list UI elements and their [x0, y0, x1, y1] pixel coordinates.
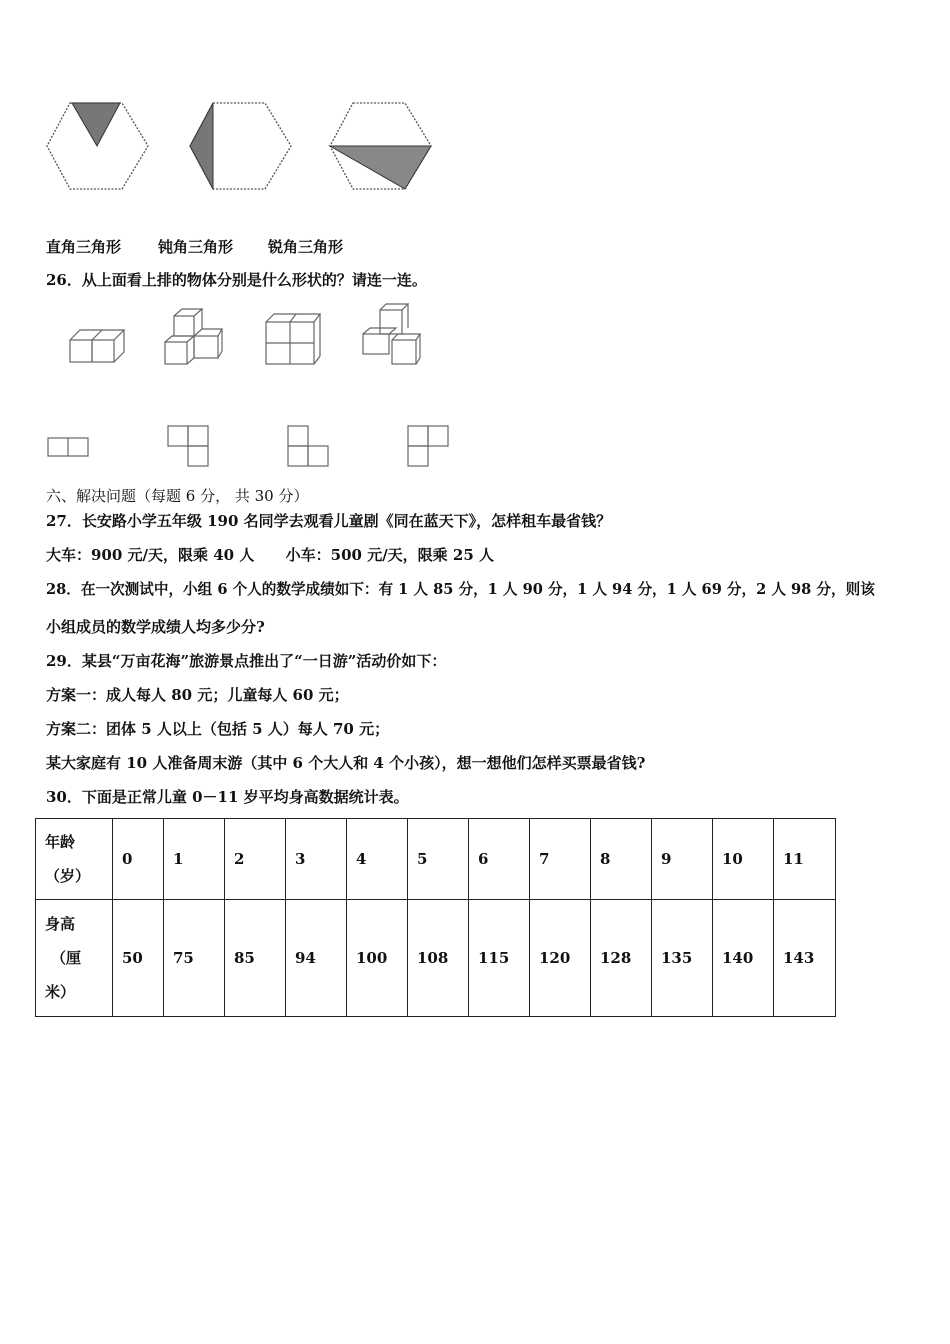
q29-question: 某大家庭有 10 人准备周末游（其中 6 个大人和 4 个小孩），想一想他们怎样买票最省钱? [46, 754, 646, 772]
height-label-line2: （厘 [51, 949, 82, 967]
age-cell: 9 [652, 819, 713, 900]
height-cell: 50 [113, 900, 164, 1017]
age-cell: 2 [225, 819, 286, 900]
height-cell: 108 [408, 900, 469, 1017]
q29-plan2: 方案二：团体 5 人以上（包括 5 人）每人 70 元； [46, 720, 390, 738]
q26-text: 26．从上面看上排的物体分别是什么形状的？请连一连。 [46, 271, 427, 289]
hexagon-right-triangle [40, 96, 155, 196]
q27-text: 27．长安路小学五年级 190 名同学去观看儿童剧《同在蓝天下》，怎样租车最省钱？ [46, 512, 612, 530]
age-cell: 8 [591, 819, 652, 900]
hexagon-acute-triangle [323, 96, 438, 196]
age-cell: 0 [113, 819, 164, 900]
height-cell: 115 [469, 900, 530, 1017]
caption-right-triangle: 直角三角形 [46, 238, 122, 256]
height-cell: 128 [591, 900, 652, 1017]
q29-text: 29．某县“万亩花海”旅游景点推出了“一日游”活动价如下： [46, 652, 447, 670]
q28-line2: 小组成员的数学成绩人均多少分? [46, 618, 265, 636]
age-cell: 10 [713, 819, 774, 900]
q28-line1: 28．在一次测试中，小组 6 个人的数学成绩如下：有 1 人 85 分，1 人 90 分，1 人 94 分，1 人 69 分，2 人 98 分，则该 [46, 581, 875, 598]
age-cell: 11 [774, 819, 836, 900]
height-cell: 140 [713, 900, 774, 1017]
age-header [36, 819, 113, 900]
age-cell: 3 [286, 819, 347, 900]
age-cell: 1 [164, 819, 225, 900]
cube-stack-1 [66, 322, 126, 367]
age-cell: 7 [530, 819, 591, 900]
hexagon-obtuse-triangle [183, 96, 298, 196]
height-row [36, 900, 836, 1017]
age-cell: 6 [469, 819, 530, 900]
height-cell: 135 [652, 900, 713, 1017]
cube-stack-2 [160, 306, 226, 370]
age-row [36, 819, 836, 900]
q30-text: 30．下面是正常儿童 0－11 岁平均身高数据统计表。 [46, 788, 409, 806]
cube-stack-4 [356, 300, 426, 370]
height-cell: 85 [225, 900, 286, 1017]
cube-stack-3 [262, 310, 324, 368]
q27-options: 大车：900 元/天，限乘 40 人 小车：500 元/天，限乘 25 人 [46, 546, 494, 564]
view-4 [406, 424, 452, 470]
q29-plan1: 方案一：成人每人 80 元；儿童每人 60 元； [46, 686, 349, 704]
height-label-line3: 米） [45, 983, 76, 1001]
height-header [36, 900, 113, 1017]
section-6-heading: 六、解决问题（每题 6 分， 共 30 分） [46, 487, 309, 505]
view-3 [286, 424, 332, 470]
view-2 [166, 424, 212, 470]
age-label-line2: （岁） [45, 867, 91, 885]
height-cell: 94 [286, 900, 347, 1017]
age-label-line1: 年龄 [45, 833, 76, 851]
height-label-line1: 身高 [45, 915, 76, 933]
age-cell: 5 [408, 819, 469, 900]
height-cell: 120 [530, 900, 591, 1017]
height-cell: 100 [347, 900, 408, 1017]
view-1 [46, 436, 92, 460]
caption-obtuse-triangle: 钝角三角形 [158, 238, 234, 256]
height-table [35, 818, 836, 1017]
height-cell: 143 [774, 900, 836, 1017]
caption-acute-triangle: 锐角三角形 [268, 238, 344, 256]
height-cell: 75 [164, 900, 225, 1017]
age-cell: 4 [347, 819, 408, 900]
